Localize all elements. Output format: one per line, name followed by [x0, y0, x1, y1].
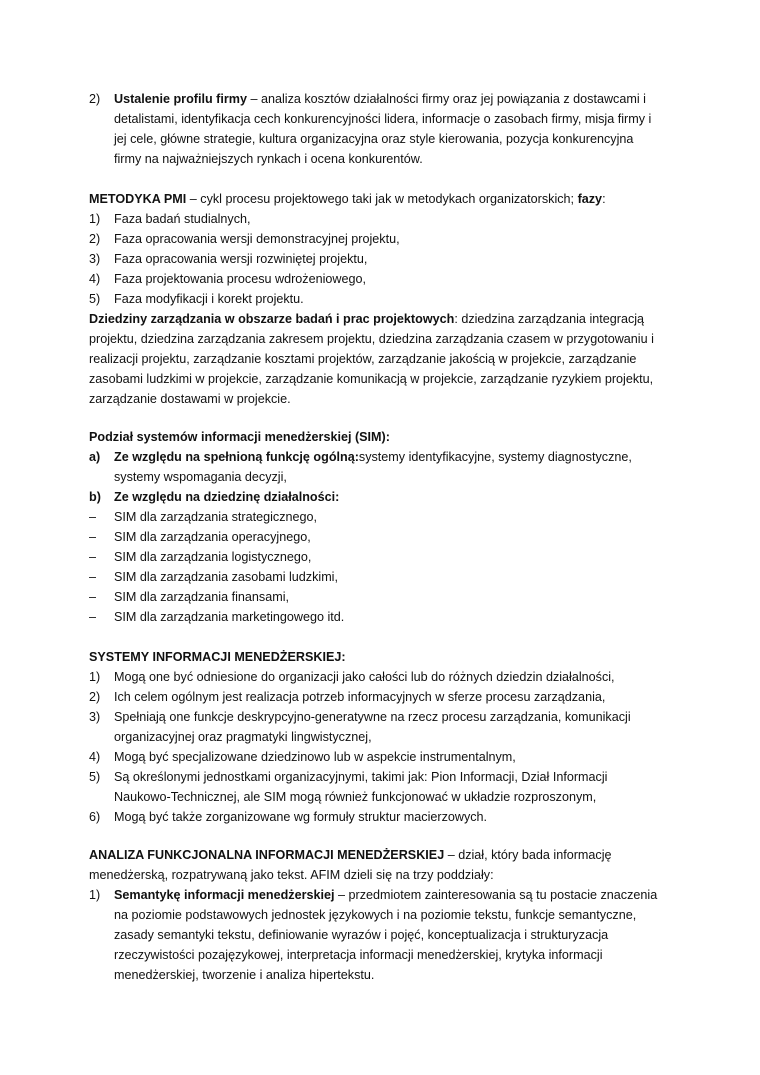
- list-item: b) Ze względu na dziedzinę działalności:: [89, 490, 340, 504]
- list-item: 2) Ich celem ogólnym jest realizacja potrzeb informacyjnych w sferze procesu zarządzania,: [89, 690, 606, 704]
- dash-item: – SIM dla zarządzania logistycznego,: [89, 550, 312, 564]
- dash-item: – SIM dla zarządzania zasobami ludzkimi,: [89, 570, 338, 584]
- term-bold: Ustalenie profilu firmy: [114, 92, 247, 106]
- profile-section: [89, 89, 689, 169]
- list-item: 4) Mogą być specjalizowane dziedzinowo lub w aspekcie instrumentalnym,: [89, 750, 516, 764]
- pmi-heading: METODYKA PMI – cykl procesu projektowego taki jak w metodykach organizatorskich; fazy:: [89, 192, 606, 206]
- dash-item: – SIM dla zarządzania operacyjnego,: [89, 530, 311, 544]
- dash-item: – SIM dla zarządzania finansami,: [89, 590, 289, 604]
- list-item: 5) Są określonymi jednostkami organizacyjnymi, takimi jak: Pion Informacji, Dział Informacji Naukowo-Technicznej, ale SIM mogą również funkcjonować w układzie rozproszonym,: [89, 770, 608, 804]
- systems-section: [89, 647, 689, 827]
- afim-heading: ANALIZA FUNKCJONALNA INFORMACJI MENEDŻERSKIEJ – dział, który bada informację: [89, 848, 612, 862]
- list-item: 1) Mogą one być odniesione do organizacji jako całości lub do różnych dziedzin działalności,: [89, 670, 615, 684]
- list-number: 2): [89, 92, 101, 106]
- list-item: 3) Faza opracowania wersji rozwiniętej projektu,: [89, 252, 368, 266]
- list-item: 3) Spełniają one funkcje deskrypcyjno-generatywne na rzecz procesu zarządzania, komunikacji organizacyjnej oraz pragmatyki lingwistycznej,: [89, 710, 631, 744]
- list-item: 4) Faza projektowania procesu wdrożeniowego,: [89, 272, 367, 286]
- afim-section: ANALIZA FUNKCJONALNA INFORMACJI MENEDŻERSKIEJ – dział, który bada informację menedżerską, rozpatrywaną jako tekst. AFIM dzieli się na trzy poddziały: 1) Semantykę informacji menedżerskiej – przedmiotem zainteresowania są tu postacie znaczenia na poziomie podstawowych jednostek językowych i na poziomie tekstu, funkcje semantyczne, zasady semantyki tekstu, definiowanie wyrazów i pojęć, konceptualizacja i strukturyzacja rzeczywistości pozajęzykowej, interpretacja informacji menedżerskiej, krytyka informacji menedżerskiej, tworzenie i analiza hipertekstu.: [89, 845, 689, 985]
- dash-item: – SIM dla zarządzania marketingowego itd.: [89, 610, 345, 624]
- systems-heading: SYSTEMY INFORMACJI MENEDŻERSKIEJ:: [89, 650, 346, 664]
- sim-division-heading: Podział systemów informacji menedżerskiej (SIM):: [89, 430, 390, 444]
- list-item: 5) Faza modyfikacji i korekt projektu.: [89, 292, 304, 306]
- list-item: 2) Faza opracowania wersji demonstracyjnej projektu,: [89, 232, 400, 246]
- list-item: 2) Ustalenie profilu firmy – analiza kosztów działalności firmy oraz jej powiązania z dostawcami i detalistami, identyfikacja cech konkurencyjności lidera, informacje o zasobach firmy, misja firmy i jej cele, główne strategie, kultura organizacyjna oraz style kierowania, pozycja konkurencyjna firmy na najważniejszych rynkach i ocena konkurentów.: [89, 89, 689, 169]
- dash-item: – SIM dla zarządzania strategicznego,: [89, 510, 318, 524]
- pmi-section: METODYKA PMI – cykl procesu projektowego taki jak w metodykach organizatorskich; fazy: 1) Faza badań studialnych, 2) Faza opracowania wersji demonstracyjnej projektu, 3) Faza opracowania wersji rozwiniętej projektu, 4) Faza projektowania procesu wdrożeniowego, 5) Faza modyfikacji i korekt projektu. Dziedziny zarządzania w obszarze badań i prac projektowych: dziedzina zarządzania integracją projektu, dziedzina zarządzania zakresem projektu, dziedzina zarządzania czasem w przygotowaniu i realizacji projektu, zarządzanie kosztami projektów, zarządzanie jakością w projekcie, zarządzanie zasobami ludzkimi w projekcie, zarządzanie komunikacją w projekcie, zarządzanie ryzykiem projektu, zarządzanie dostawami w projekcie.: [89, 189, 689, 409]
- list-item: 1) Semantykę informacji menedżerskiej – przedmiotem zainteresowania są tu postacie znaczenia na poziomie podstawowych jednostek językowych i na poziomie tekstu, funkcje semantyczne, zasady semantyki tekstu, definiowanie wyrazów i pojęć, konceptualizacja i strukturyzacja rzeczywistości pozajęzykowej, interpretacja informacji menedżerskiej, krytyka informacji menedżerskiej, tworzenie i analiza hipertekstu.: [89, 888, 658, 982]
- list-item: a) Ze względu na spełnioną funkcję ogólną:systemy identyfikacyjne, systemy diagnostyczne, systemy wspomagania decyzji,: [89, 450, 632, 484]
- domains-paragraph: Dziedziny zarządzania w obszarze badań i prac projektowych: dziedzina zarządzania integracją: [89, 312, 645, 326]
- list-item: 1) Faza badań studialnych,: [89, 212, 251, 226]
- list-item: 6) Mogą być także zorganizowane wg formuły struktur macierzowych.: [89, 810, 488, 824]
- sim-division-section: [89, 427, 689, 627]
